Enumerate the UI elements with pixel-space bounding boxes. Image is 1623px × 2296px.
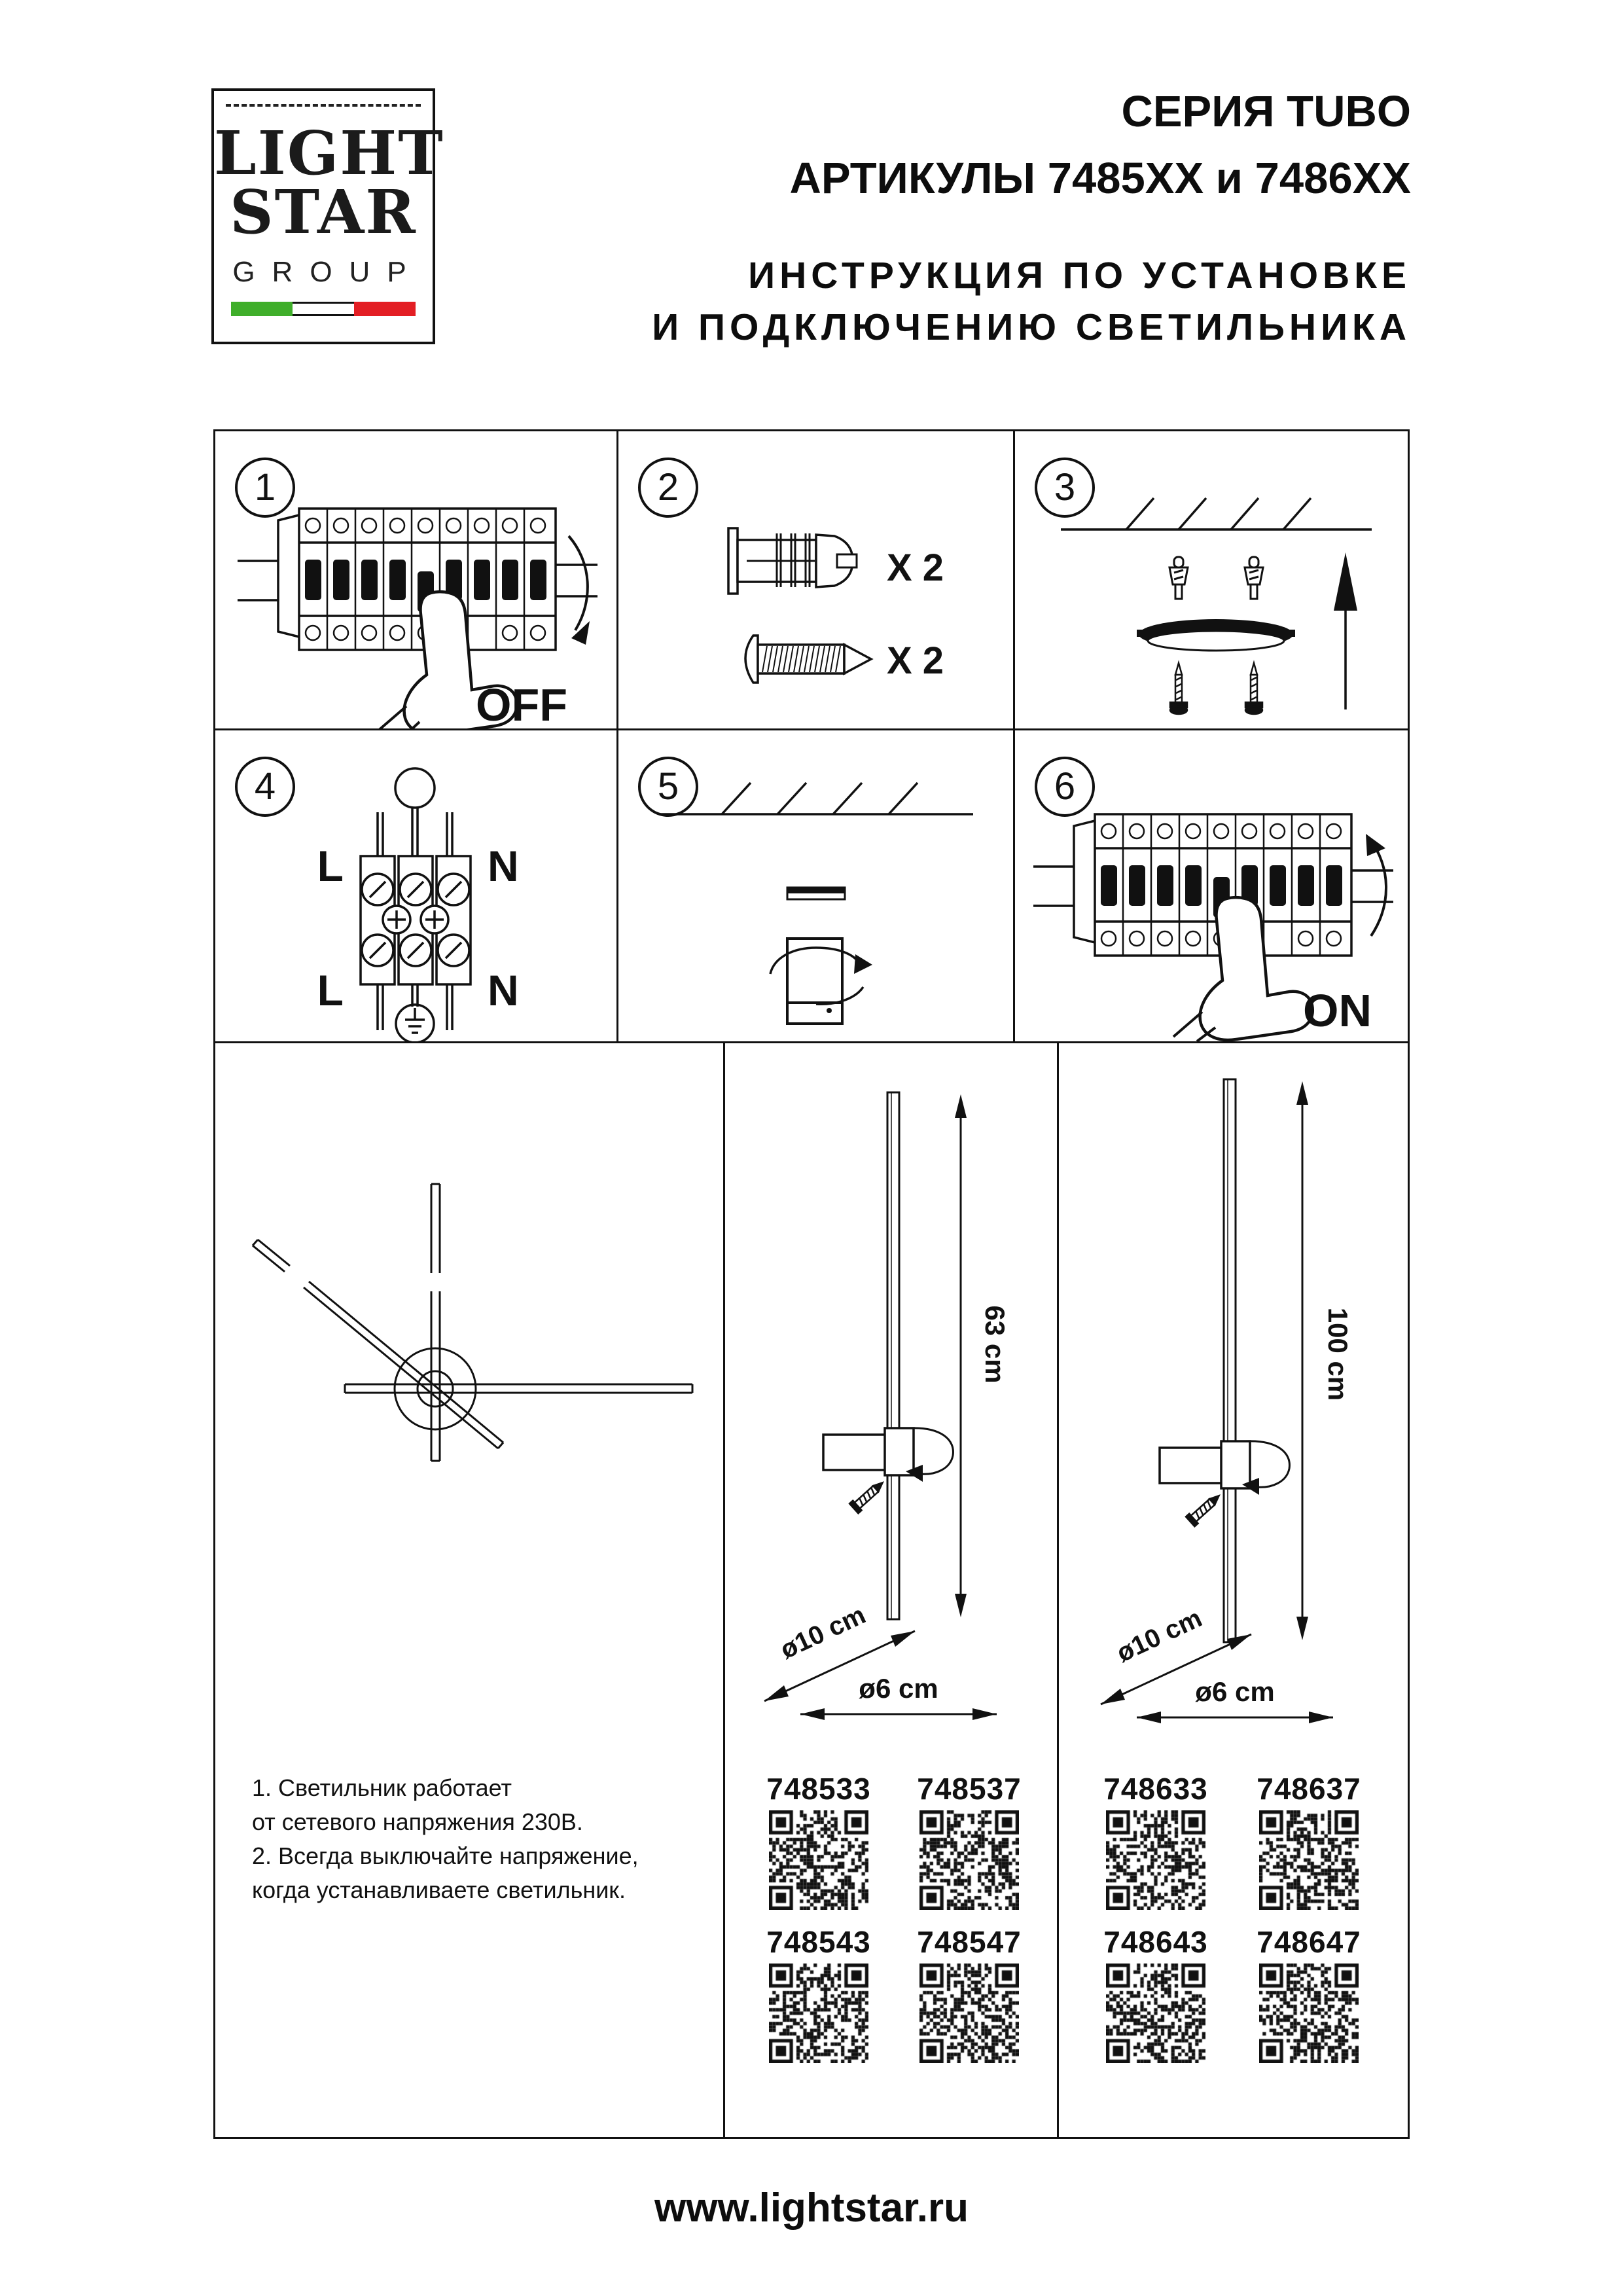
arrow-up-head (1334, 552, 1357, 611)
articles-title: АРТИКУЛЫ 7485XX и 7486XX (789, 154, 1411, 203)
step-6-badge: 6 (1035, 757, 1095, 817)
ground-symbol (396, 1005, 434, 1041)
logo-dashed-line (226, 104, 421, 107)
article-number: 748537 (917, 1772, 1022, 1806)
qr-code (769, 1964, 868, 2063)
qr-code (1259, 1964, 1359, 2063)
lamp-tube (887, 1092, 899, 1619)
article-number: 748533 (766, 1772, 871, 1806)
step-5-badge: 5 (638, 757, 698, 817)
top-view-panel (215, 1043, 723, 2137)
mount-cylinder (885, 1428, 914, 1475)
label-neutral-bottom: N (488, 966, 519, 1014)
screw-pair (1170, 663, 1262, 714)
ceiling-mounting-illustration (1015, 431, 1408, 728)
step-2-badge: 2 (638, 457, 698, 518)
fixing-screw (1186, 1491, 1223, 1526)
height-dimension (1296, 1081, 1308, 1640)
note-line: 2. Всегда выключайте напряжение, (252, 1842, 639, 1869)
qr-code (919, 1810, 1019, 1910)
lamp63-panel (725, 1043, 1057, 2137)
terminal-wiring-illustration (215, 730, 616, 1041)
label-line-top: L (317, 842, 344, 890)
logo-word-light: LIGHT (214, 118, 444, 188)
din-rail-bracket (278, 515, 299, 637)
wires-bottom (378, 984, 452, 1030)
logo-word-star: STAR (230, 177, 417, 247)
on-label: ON (1303, 985, 1372, 1036)
mount-diameter-label: ø10 cm (1112, 1604, 1207, 1668)
qr-code (1106, 1964, 1205, 2063)
article-number: 748543 (766, 1925, 871, 1959)
ceiling-line (1061, 498, 1372, 529)
lamp63-side-view-illustration (725, 1043, 1057, 1750)
height-label: 100 cm (1323, 1307, 1353, 1401)
instruction-title-line1: ИНСТРУКЦИЯ ПО УСТАНОВКЕ (748, 255, 1411, 296)
instruction-grid (213, 429, 1410, 2139)
arrow-down-head (571, 621, 590, 645)
canopy-ring (1137, 619, 1295, 651)
anchor-pair (1169, 557, 1263, 599)
lamp100-side-view-illustration (1059, 1043, 1408, 1750)
canopy-outer-circle (395, 1348, 476, 1429)
lightstar-logo (211, 88, 444, 344)
anchor-qty-label: X 2 (887, 547, 944, 589)
screw-qty-label: X 2 (887, 639, 944, 682)
tube-diameter-label: ø6 cm (859, 1673, 938, 1704)
article-number: 748637 (1257, 1772, 1361, 1806)
wall-anchor-icon (728, 528, 857, 594)
step-4-badge: 4 (235, 757, 295, 817)
step-5-cell (618, 730, 1013, 1041)
step-3-cell (1015, 431, 1408, 728)
step-6-cell (1015, 730, 1408, 1041)
wall-mount-arm (823, 1435, 887, 1470)
arrow-down-curve (569, 536, 588, 630)
lamp100-panel (1059, 1043, 1408, 2137)
flag-green-segment (231, 302, 293, 316)
step-3-badge: 3 (1035, 457, 1095, 518)
height-dimension (955, 1094, 967, 1617)
step-1-badge: 1 (235, 457, 295, 518)
wall-mount-arm (1160, 1448, 1224, 1483)
mounting-hardware-illustration (618, 431, 1013, 728)
mount-diameter-label: ø10 cm (776, 1600, 870, 1665)
article-number: 748647 (1257, 1925, 1361, 1959)
qr-code (769, 1810, 868, 1910)
step-1-cell (215, 431, 616, 728)
wires-top (378, 808, 452, 856)
flag-white-segment (293, 302, 354, 316)
off-label: OFF (476, 679, 567, 728)
screw-icon (745, 636, 871, 683)
tube-diameter-dimension (800, 1708, 997, 1720)
note-line: 1. Светильник работает (252, 1774, 512, 1801)
horizontal-rod (345, 1384, 692, 1393)
instruction-title-line2: И ПОДКЛЮЧЕНИЮ СВЕТИЛЬНИКА (652, 306, 1411, 348)
article-number: 748633 (1103, 1772, 1208, 1806)
article-number: 748547 (917, 1925, 1022, 1959)
instruction-title (652, 250, 1411, 353)
fixing-screw (849, 1478, 887, 1513)
step-2-cell (618, 431, 1013, 728)
breaker-panel-on-illustration (1015, 730, 1408, 1041)
series-title: СЕРИЯ TUBO (1121, 87, 1411, 136)
note-line: когда устанавливаете светильник. (252, 1876, 626, 1903)
lamp-top-view-illustration (215, 1043, 723, 1750)
tube-diameter-label: ø6 cm (1195, 1676, 1275, 1707)
label-line-bottom: L (317, 966, 344, 1014)
logo-word-group: GROUP (232, 256, 423, 288)
junction-circle (395, 768, 435, 808)
qr-code (1259, 1810, 1359, 1910)
tube-diameter-dimension (1137, 1712, 1333, 1723)
mounting-plate (787, 888, 845, 899)
arrow-up-head (1366, 834, 1385, 856)
mount-cylinder (1221, 1441, 1250, 1488)
vertical-rod (431, 1184, 440, 1461)
ceiling-line (659, 783, 973, 814)
twist-mounting-illustration (618, 730, 1013, 1041)
qr-code (919, 1964, 1019, 2063)
website-url: www.lightstar.ru (654, 2185, 969, 2231)
din-rail-bracket (1074, 821, 1095, 942)
qr-code (1106, 1810, 1205, 1910)
article-number: 748643 (1103, 1925, 1208, 1959)
safety-notes (252, 1771, 639, 1907)
note-line: от сетевого напряжения 230В. (252, 1808, 583, 1835)
lamp-tube (1224, 1079, 1236, 1642)
label-neutral-top: N (488, 842, 519, 890)
step-4-cell (215, 730, 616, 1041)
breaker-panel-off-illustration (215, 431, 616, 728)
italian-flag-stripe (231, 302, 416, 316)
canopy-inner-circle (418, 1371, 453, 1407)
height-label: 63 cm (980, 1305, 1010, 1384)
flag-red-segment (354, 302, 416, 316)
